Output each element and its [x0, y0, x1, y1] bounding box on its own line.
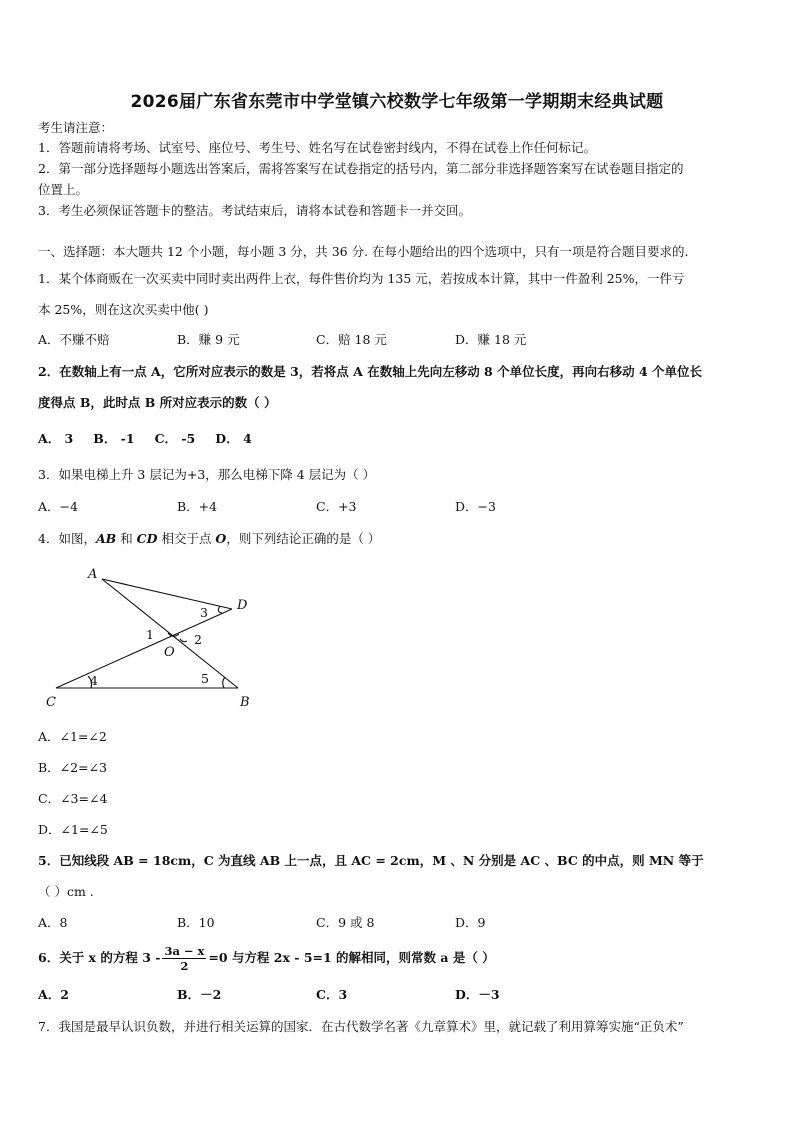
option-a[interactable]: A． 3 — [38, 431, 74, 446]
option-d[interactable]: D．赚 18 元 — [455, 332, 527, 347]
angle-3-label: 3 — [200, 605, 208, 620]
point-a-label: A — [88, 567, 98, 582]
option-b[interactable]: B．+4 — [177, 499, 218, 514]
question-4-option-a[interactable]: A．∠1=∠2 — [38, 729, 107, 744]
option-b[interactable]: B．10 — [177, 915, 215, 930]
question-3-text: 3．如果电梯上升 3 层记为+3，那么电梯下降 4 层记为（ ） — [38, 467, 376, 482]
question-6-text-b: =0 与方程 2x - 5=1 的解相同，则常数 a 是（ ） — [208, 950, 495, 965]
option-d[interactable]: D．9 — [455, 915, 486, 930]
segment-cd-label: CD — [136, 531, 158, 546]
angle-4-label: 4 — [90, 673, 98, 688]
question-4-option-b[interactable]: B．∠2=∠3 — [38, 760, 108, 775]
question-2-text: 2．在数轴上有一点 A，它所对应表示的数是 3，若将点 A 在数轴上先向左移动 8 个单位长度，再向右移动 4 个单位长 — [38, 364, 703, 379]
fraction — [162, 944, 206, 973]
segment-ab — [102, 579, 238, 688]
option-a[interactable]: A．不赚不赔 — [38, 332, 110, 347]
question-6-options — [38, 986, 594, 1004]
option-a[interactable]: A．−4 — [38, 499, 78, 514]
question-6-text-a: 6．关于 x 的方程 3 - — [38, 950, 161, 965]
point-b-label: B — [240, 695, 250, 710]
question-1-text-cont: 本 25%，则在这次买卖中他( ) — [38, 302, 209, 317]
point-c-label: C — [46, 695, 56, 710]
option-c[interactable]: C．3 — [316, 987, 348, 1002]
question-2-options — [38, 430, 272, 448]
angle-2-arc — [180, 639, 187, 642]
option-a[interactable]: A．8 — [38, 915, 68, 930]
angle-5-label: 5 — [201, 671, 209, 686]
fraction-denominator: 2 — [180, 959, 189, 973]
question-4-text-d: ，则下列结论正确的是（ ） — [226, 531, 381, 546]
option-c[interactable]: C．赔 18 元 — [316, 332, 387, 347]
notice-item-1: 1．答题前请将考场、试室号、座位号、考生号、姓名写在试卷密封线内，不得在试卷上作任何标记。 — [38, 140, 596, 155]
question-4-text-c: 相交于点 — [157, 531, 216, 546]
notice-item-2: 2．第一部分选择题每小题选出答案后，需将答案写在试卷指定的括号内，第二部分非选择题答案写在试卷题目指定的 — [38, 161, 684, 176]
option-c[interactable]: C． -5 — [154, 431, 196, 446]
option-b[interactable]: B．赚 9 元 — [177, 332, 240, 347]
option-c[interactable]: C．9 或 8 — [316, 915, 375, 930]
question-5-text: 5．已知线段 AB = 18cm，C 为直线 AB 上一点，且 AC = 2cm，M 、N 分别是 AC 、BC 的中点，则 MN 等于 — [38, 853, 704, 868]
question-5-text-cont: （ ）cm . — [38, 884, 94, 899]
option-d[interactable]: D．−3 — [455, 499, 496, 514]
option-b[interactable]: B． -1 — [93, 431, 135, 446]
notice-item-2-cont: 位置上。 — [38, 182, 89, 197]
angle-1-label: 1 — [146, 627, 154, 642]
option-a[interactable]: A．2 — [38, 987, 69, 1002]
question-4-text-a: 4．如图， — [38, 531, 96, 546]
question-4-text-b: 和 — [116, 531, 137, 546]
option-d[interactable]: D． 4 — [215, 431, 252, 446]
question-4-option-c[interactable]: C．∠3=∠4 — [38, 791, 108, 806]
option-d[interactable]: D．－3 — [455, 987, 500, 1002]
point-o-label: O — [215, 531, 227, 546]
question-4-text — [38, 530, 760, 548]
question-3-options — [38, 498, 594, 516]
fraction-numerator: 3a − x — [164, 944, 205, 958]
option-c[interactable]: C．+3 — [316, 499, 357, 514]
question-5-options — [38, 914, 594, 932]
section-heading: 一、选择题：本大题共 12 个小题，每小题 3 分，共 36 分. 在每小题给出的四个选项中，只有一项是符合题目要求的. — [38, 244, 689, 259]
intersecting-lines-figure — [38, 563, 268, 715]
question-7-text: 7．我国是最早认识负数，并进行相关运算的国家．在古代数学名著《九章算术》里，就记载了利用算筹实施“正负术” — [38, 1019, 684, 1034]
angle-5-arc — [223, 677, 225, 688]
question-4-option-d[interactable]: D．∠1=∠5 — [38, 822, 108, 837]
question-1-options — [38, 331, 594, 349]
question-1-text: 1．某个体商贩在一次买卖中同时卖出两件上衣，每件售价均为 135 元，若按成本计算，其中一件盈利 25%，一件亏 — [38, 271, 685, 286]
notice-heading: 考生请注意： — [38, 120, 114, 135]
question-2-text-cont: 度得点 B，此时点 B 所对应表示的数（ ） — [38, 395, 277, 410]
option-b[interactable]: B．－2 — [177, 987, 222, 1002]
page-title: 2026届广东省东莞市中学堂镇六校数学七年级第一学期期末经典试题 — [130, 92, 664, 112]
point-d-label: D — [237, 598, 248, 613]
angle-2-label: 2 — [194, 632, 202, 647]
point-o-fig-label: O — [164, 645, 175, 660]
notice-item-3: 3．考生必须保证答题卡的整洁。考试结束后，请将本试卷和答题卡一并交回。 — [38, 203, 471, 218]
segment-ab-label: AB — [95, 531, 117, 546]
question-6-text — [38, 943, 760, 973]
